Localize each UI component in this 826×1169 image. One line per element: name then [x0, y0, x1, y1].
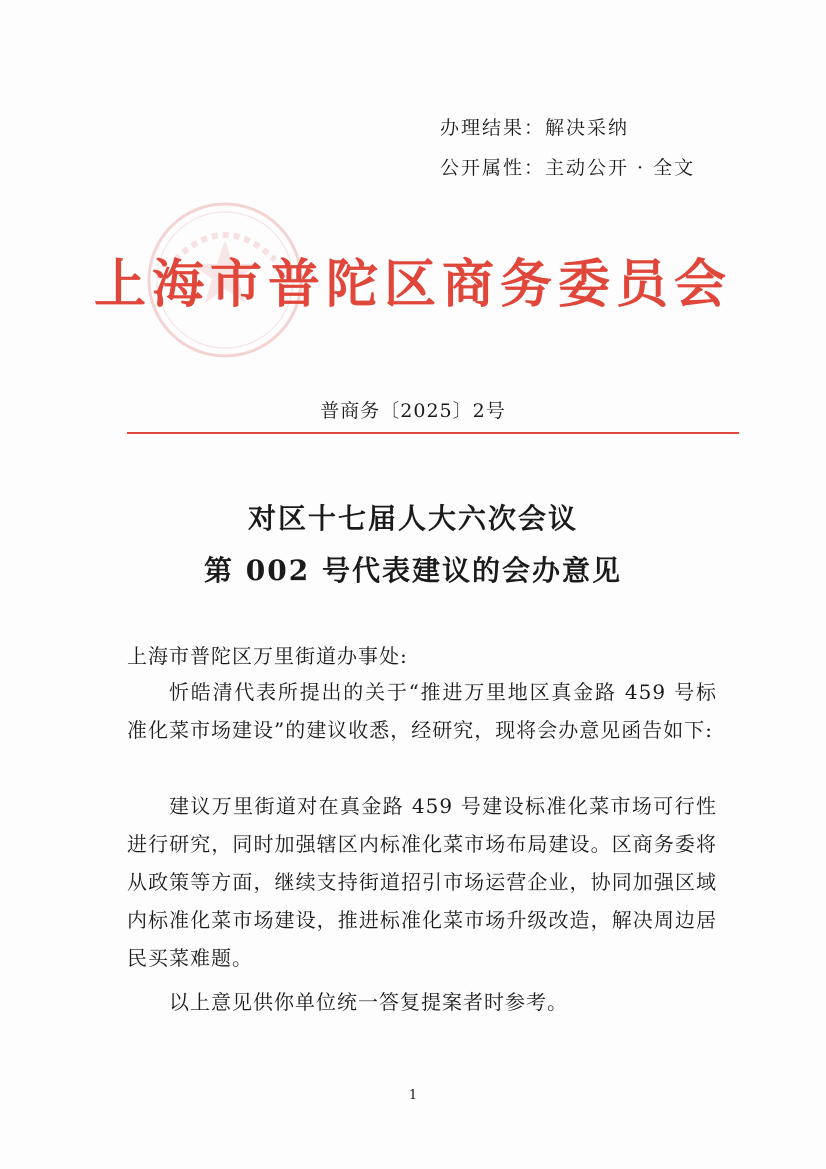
body-paragraph-2: 建议万里街道对在真金路 459 号建设标准化菜市场可行性进行研究，同时加强辖区内标准化菜市场布局建设。区商务委将从政策等方面，继续支持街道招引市场运营企业，协同加强区域内标准化菜市场建设，推进标准化菜市场升级改造，解决周边居民买菜难题。: [127, 794, 717, 970]
document-number: 普商务〔2025〕2号: [320, 400, 506, 422]
page-number: 1: [408, 1088, 418, 1103]
red-divider: [127, 432, 739, 434]
document-title-line-1: 对区十七届人大六次会议: [247, 502, 578, 535]
issuer-name: 上海市普陀区商务委员会: [93, 254, 732, 315]
body-paragraph-3: 以上意见供你单位统一答复提案者时参考。: [169, 990, 568, 1014]
document-title-line-2: 第 002 号代表建议的会办意见: [204, 554, 622, 587]
disclosure-attribute: 公开属性：主动公开 · 全文: [440, 157, 696, 179]
processing-result: 办理结果：解决采纳: [440, 117, 630, 139]
addressee: 上海市普陀区万里街道办事处:: [127, 644, 408, 668]
body-paragraph-1: 忻皓清代表所提出的关于“推进万里地区真金路 459 号标准化菜市场建设”的建议收悉，经研究，现将会办意见函告如下:: [127, 680, 717, 742]
